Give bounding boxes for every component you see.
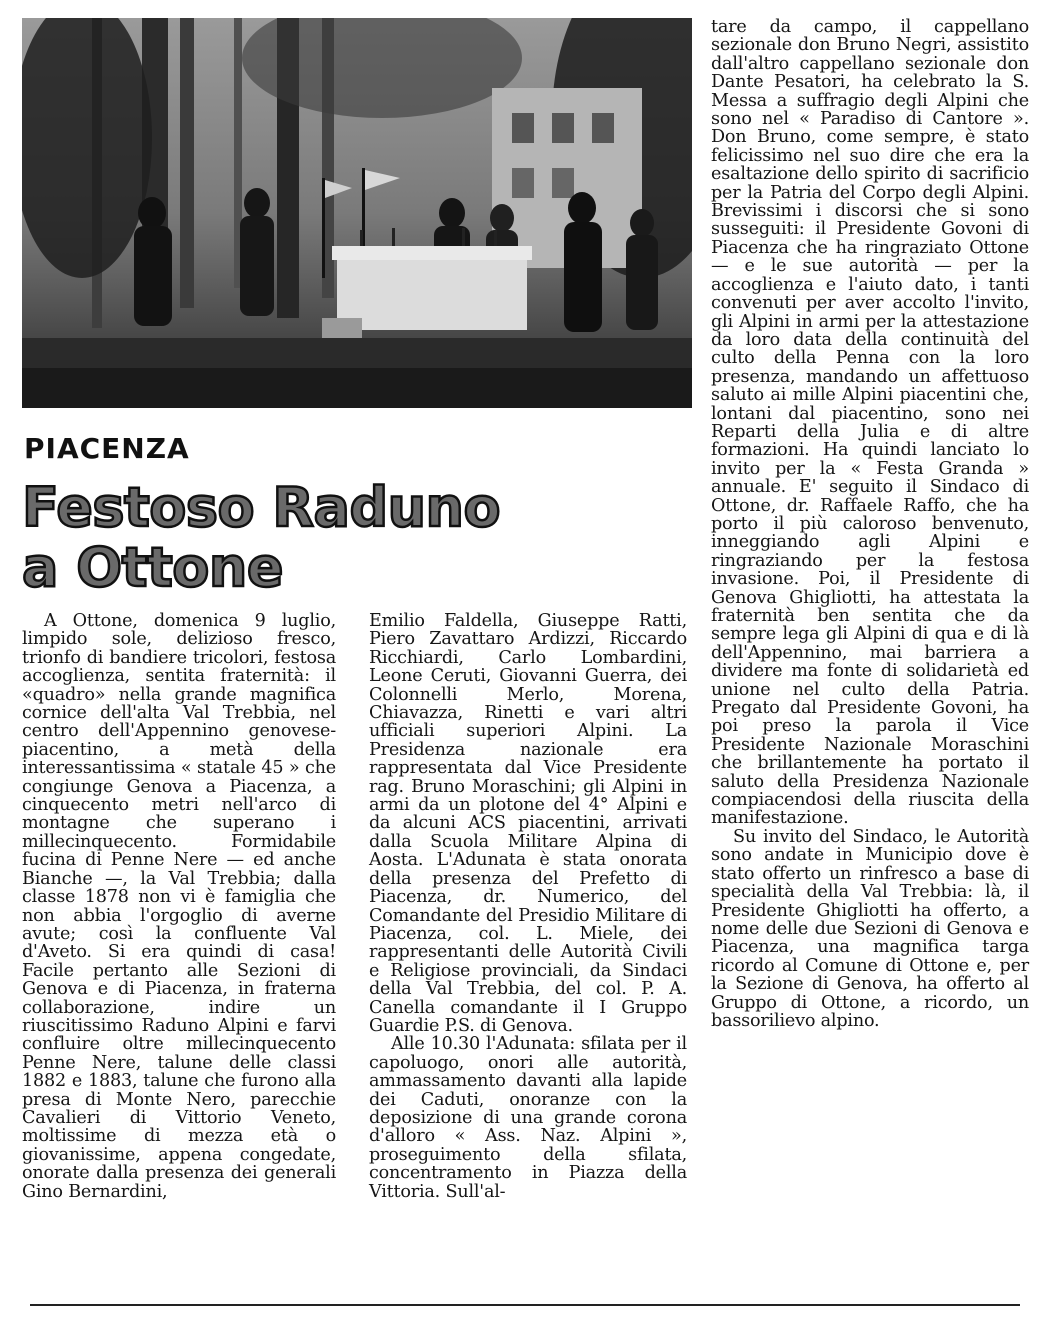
headline-line-1: Festoso Raduno <box>22 476 501 539</box>
text-column-2 <box>369 612 687 1201</box>
bottom-rule <box>30 1304 1020 1306</box>
headline-line-2: a Ottone <box>22 536 283 599</box>
text-column-3 <box>711 18 1029 1030</box>
section-kicker: PIACENZA <box>24 432 190 465</box>
paragraph: Alle 10.30 l'Adunata: sfilata per il capoluogo, onori alle autorità, ammassamento davanti alla lapide dei Caduti, onoranze con la deposizione di una grande corona d'alloro « Ass. Naz. Alpini », proseguimento della sfilata, concentramento in Piazza della Vittoria. Sull'al- <box>369 1034 687 1202</box>
paragraph: tare da campo, il cappellano sezionale don Bruno Negri, assistito dall'altro cappellano sezionale don Dante Pesatori, ha celebrato la S. Messa a suffragio degli Alpini che sono nel « Paradiso di Cantore ». Don Bruno, come sempre, è stato felicissimo nel suo dire che era la esaltazione dello spirito di sacrificio per la Patria del Corpo degli Alpini. Brevissimi i discorsi che si sono susseguiti: il Presidente Govoni di Piacenza che ha ringraziato Ottone — e le sue autorità — per la accoglienza e l'aiuto dato, i tanti convenuti per aver accolto l'invito, gli Alpini in armi per la attestazione da loro data della continuità del culto della Penna con la loro presenza, mandando un affettuoso saluto ai mille Alpini piacentini che, lontani dal piacentino, sono nei Reparti della Julia e di altre formazioni. Ha quindi lanciato lo invito per la « Festa Granda » annuale. E' seguito il Sindaco di Ottone, dr. Raffaele Raffo, che ha porto il più caloroso benvenuto, inneggiando agli Alpini e ringraziando per la festosa invasione. Poi, il Presidente di Genova Ghigliotti, ha attestata la fraternità ben sentita che da sempre lega gli Alpini di qua e di là dell'Appennino, mai barriera a dividere ma fonte di solidarietà ed unione nel culto della Patria. Pregato dal Presidente Govoni, ha poi preso la parola il Vice Presidente Nazionale Moraschini che brillantemente ha portato il saluto della Presidenza Nazionale compiacendosi della riuscita della manifestazione. <box>711 17 1029 829</box>
paragraph: Emilio Faldella, Giuseppe Ratti, Piero Zavattaro Ardizzi, Riccardo Ricchiardi, Carlo Lombardini, Leone Ceruti, Giovanni Guerra, dei Colonnelli Merlo, Morena, Chiavazza, Rinetti e vari altri ufficiali superiori Alpini. La Presidenza nazionale era rappresentata dal Vice Presidente rag. Bruno Moraschini; gli Alpini in armi da un plotone del 4° Alpini e da alcuni ACS piacentini, arrivati dalla Scuola Militare Alpina di Aosta. L'Adunata è stata onorata della presenza del Prefetto di Piacenza, dr. Numerico, del Comandante del Presidio Militare di Piacenza, col. L. Miele, dei rappresentanti delle Autorità Civili e Religiose provinciali, da Sindaci della Val Trebbia, del col. P. A. Canella comandante il I Gruppo Guardie P.S. di Genova. <box>369 611 687 1036</box>
paragraph: Su invito del Sindaco, le Autorità sono andate in Municipio dove è stato offerto un rinfresco a base di specialità della Val Trebbia: là, il Presidente Ghigliotti ha offerto, a nome delle due Sezioni di Genova e Piacenza, una magnifica targa ricordo al Comune di Ottone e, per la Sezione di Genova, ha offerto al Gruppo di Ottone, a ricordo, un bassorilievo alpino. <box>711 826 1029 1031</box>
article-headline <box>22 478 500 598</box>
photo-illustration <box>22 18 692 408</box>
text-column-1 <box>22 612 336 1201</box>
paragraph: A Ottone, domenica 9 luglio, limpido sole, delizioso fresco, trionfo di bandiere tricolori, festosa accoglienza, sentita fraternità: il «quadro» nella grande magnifica cornice dell'alta Val Trebbia, nel centro dell'Appennino genovese-piacentino, a metà della interessantissima « statale 45 » che congiunge Genova a Piacenza, a cinquecento metri nell'arco di montagne che superano i millecinquecento. Formidabile fucina di Penne Nere — ed anche Bianche —, la Val Trebbia; dalla classe 1878 non vi è famiglia che non abbia l'orgoglio di averne avute; così la confluente Val d'Aveto. Si era quindi di casa! Facile pertanto alle Sezioni di Genova e di Piacenza, in fraterna collaborazione, indire un riuscitissimo Raduno Alpini e farvi confluire oltre millecinquecento Penne Nere, talune delle classi 1882 e 1883, talune che furono alla presa di Monte Nero, parecchie Cavalieri di Vittorio Veneto, moltissime di mezza età o giovanissime, appena congedate, onorate dalla presenza dei generali Gino Bernardini, <box>22 611 336 1202</box>
article-photo <box>22 18 692 408</box>
